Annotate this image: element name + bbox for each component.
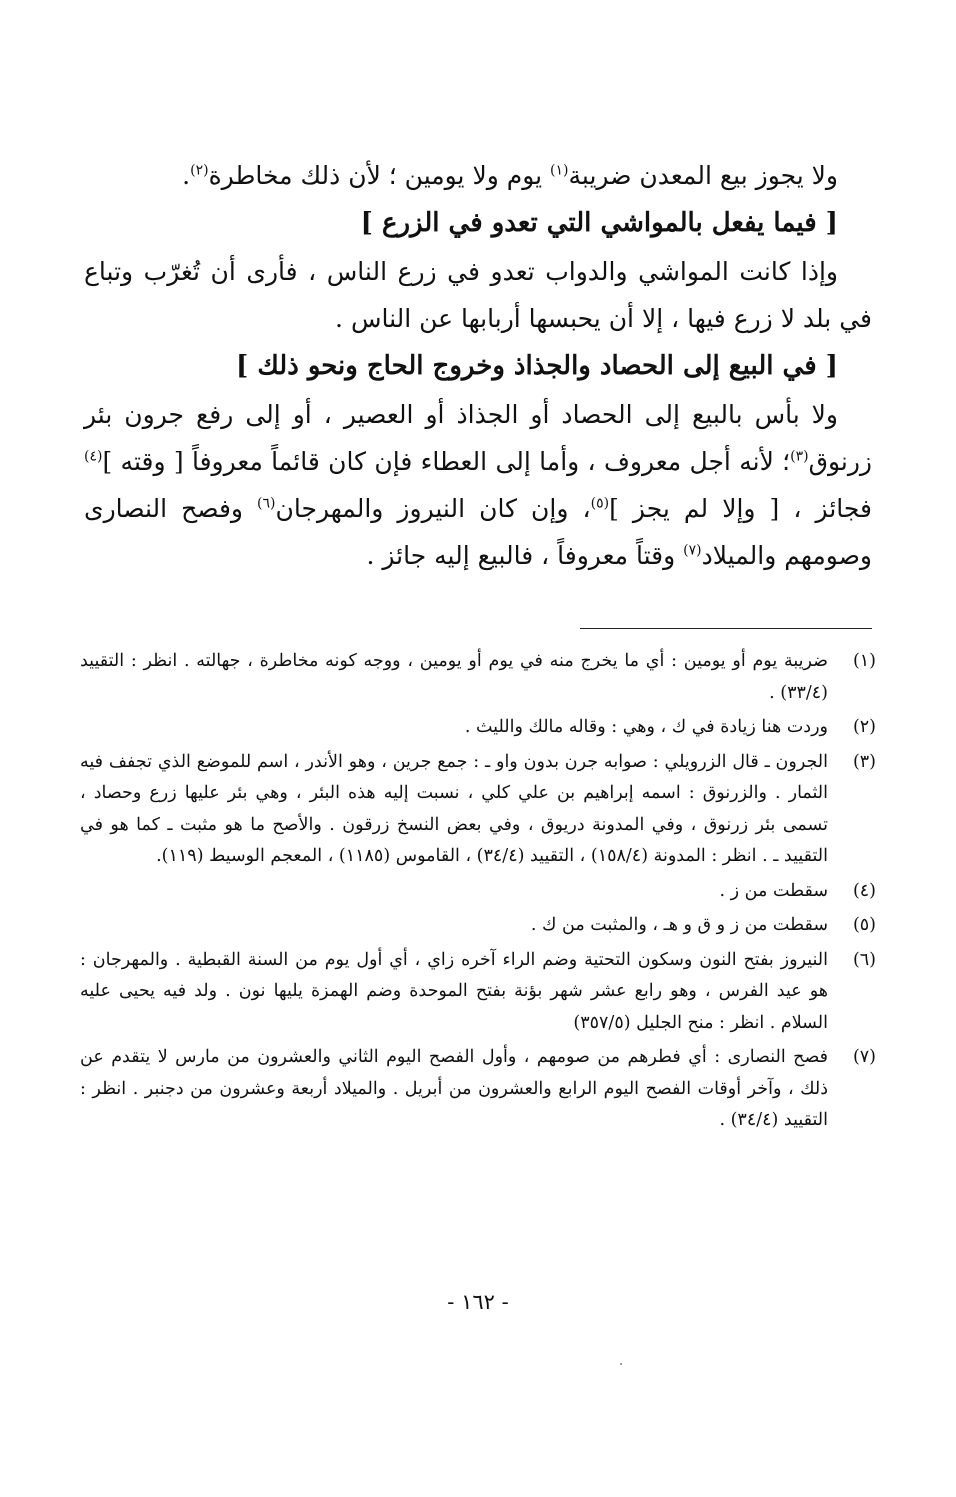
footnote-5 bbox=[80, 910, 876, 942]
footnote-text: وردت هنا زيادة في ك ، وهي : وقاله مالك والليث . bbox=[464, 717, 828, 737]
paragraph-3-part-a: ولا بأس بالبيع إلى الحصاد أو الجذاذ أو العصير ، أو إلى رفع جرون بئر زرنوق bbox=[84, 400, 872, 476]
footnote-number: (٥) bbox=[852, 915, 876, 935]
footnote-text: سقطت من ز . bbox=[719, 880, 828, 901]
footnote-number: (١) bbox=[852, 651, 876, 671]
footnote-number: (٧) bbox=[852, 1047, 876, 1067]
paragraph-2: وإذا كانت المواشي والدواب تعدو في زرع الناس ، فأرى أن تُغرّب وتباع في بلد لا زرع فيها ، إلا أن يحبسها أربابها عن الناس . bbox=[84, 257, 872, 333]
footnote-ref-3: (٣) bbox=[790, 448, 809, 465]
footnote-1 bbox=[80, 646, 876, 709]
footnote-4 bbox=[80, 876, 876, 908]
footnote-2 bbox=[80, 712, 876, 744]
scan-speck bbox=[620, 1363, 622, 1365]
footnote-text: ضريبة يوم أو يومين : أي ما يخرج منه في يوم أو يومين ، ووجه كونه مخاطرة ، جهالته . انظر : التقييد (٣٣/٤) . bbox=[80, 651, 828, 703]
footnote-number: (٦) bbox=[852, 949, 876, 970]
footnote-text: النيروز بفتح النون وسكون التحتية وضم الراء آخره زاي ، أي أول يوم من السنة القبطية . والمهرجان : هو عيد الفرس ، وهو رابع عشر شهر بؤنة بفتح الموحدة وضم الهمزة يليها نون . ولد فيه يحيى عليه السلام . انظر : منح الجليل (٣٥٧/٥) bbox=[80, 949, 828, 1033]
paragraph-3-part-c: فجائز ، [ وإلا لم يجز ] bbox=[609, 494, 872, 523]
footnote-ref-4: (٤) bbox=[84, 448, 103, 465]
paragraph-1 bbox=[84, 152, 872, 199]
paragraph-3-part-d: ، وإن كان النيروز والمهرجان bbox=[275, 494, 591, 523]
paragraph-3-part-f: وقتاً معروفاً ، فالبيع إليه جائز . bbox=[366, 541, 684, 570]
footnote-ref-2: (٢) bbox=[190, 162, 209, 179]
footnote-number: (٣) bbox=[852, 751, 876, 772]
paragraph-3-part-b: ؛ لأنه أجل معروف ، وأما إلى العطاء فإن كان قائماً معروفاً [ وقته ] bbox=[102, 447, 791, 476]
footnote-3 bbox=[80, 747, 876, 873]
footnote-7 bbox=[80, 1042, 876, 1137]
paragraph-1-text-2: يوم ولا يومين ؛ لأن ذلك مخاطرة bbox=[208, 161, 551, 190]
footnote-text: سقطت من ز و ق و هـ ، والمثبت من ك . bbox=[530, 915, 828, 935]
paragraph-3 bbox=[84, 391, 872, 579]
footnote-text: فصح النصارى : أي فطرهم من صومهم ، وأول الفصح اليوم الثاني والعشرون من مارس لا يتقدم عن ذلك ، وآخر أوقات الفصح اليوم الرابع والعشرون من أبريل . والميلاد أربعة وعشرون من دجنبر . انظر : التقييد (٣٤/٤) . bbox=[80, 1047, 828, 1130]
footnote-text: الجرون ـ قال الزرويلي : صوابه جرن بدون واو ـ : جمع جرين ، وهو الأندر ، اسم للموضع الذي تجفف فيه الثمار . والزرنوق : اسمه إبراهيم بن علي كلي ، نسبت إليه هذه البئر ، وهي بئر عليها زرع وحصاد ، تسمى بئر زرنوق ، وفي المدونة دريوق ، وفي بعض النسخ زرقون . والأصح ما هو مثبت ـ كما هو في التقييد ـ . انظر : المدونة (١٥٨/٤) ، التقييد (٣٤/٤) ، القاموس (١١٨٥) ، المعجم الوسيط (١١٩). bbox=[80, 751, 828, 866]
footnote-number: (٢) bbox=[852, 717, 876, 737]
footnote-number: (٤) bbox=[852, 880, 876, 901]
main-text bbox=[84, 152, 872, 579]
section-heading-2: [ في البيع إلى الحصاد والجذاذ وخروج الحاج ونحو ذلك ] bbox=[236, 351, 838, 381]
footnote-ref-7: (٧) bbox=[683, 542, 702, 559]
paragraph-1-text: ولا يجوز بيع المعدن ضريبة bbox=[568, 161, 838, 190]
paragraph-3-part-e: وفصح النصارى وصومهم والميلاد bbox=[84, 494, 872, 570]
footnote-ref-5: (٥) bbox=[590, 495, 610, 512]
page-number: - ١٦٢ - bbox=[447, 1290, 509, 1314]
footnote-6 bbox=[80, 945, 876, 1040]
section-heading-1: [ فيما يفعل بالمواشي التي تعدو في الزرع ] bbox=[360, 208, 838, 238]
footnotes bbox=[80, 646, 876, 1140]
footnote-separator bbox=[580, 628, 872, 629]
footnote-ref-6: (٦) bbox=[257, 495, 276, 512]
footnote-ref-1: (١) bbox=[550, 162, 569, 179]
paragraph-1-end: . bbox=[182, 161, 191, 190]
